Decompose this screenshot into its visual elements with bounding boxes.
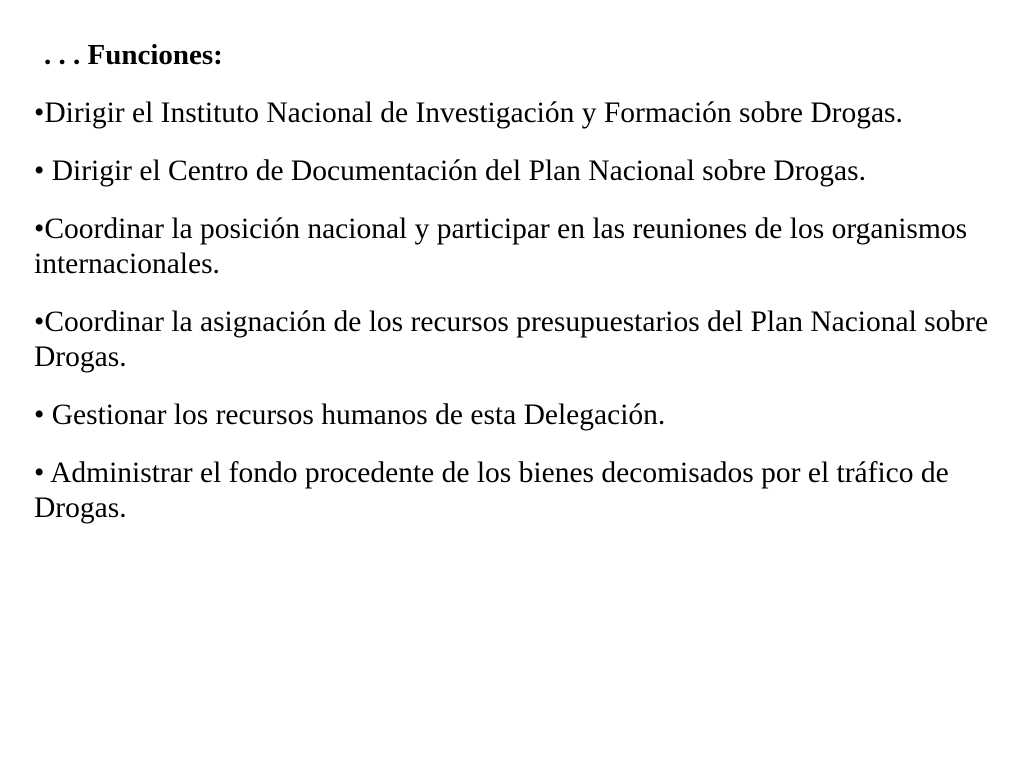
functions-list xyxy=(34,96,1009,549)
list-item: •Coordinar la asignación de los recursos presupuestarios del Plan Nacional sobre Drogas. xyxy=(34,306,989,373)
list-item: • Dirigir el Centro de Documentación del Plan Nacional sobre Drogas. xyxy=(34,155,866,187)
list-item: •Coordinar la posición nacional y participar en las reuniones de los organismos internacionales. xyxy=(34,213,968,280)
list-item: •Dirigir el Instituto Nacional de Investigación y Formación sobre Drogas. xyxy=(34,97,903,129)
list-item: • Administrar el fondo procedente de los bienes decomisados por el tráfico de Drogas. xyxy=(34,457,949,524)
slide-heading: . . . Funciones: xyxy=(44,39,223,71)
list-item: • Gestionar los recursos humanos de esta Delegación. xyxy=(34,399,666,431)
